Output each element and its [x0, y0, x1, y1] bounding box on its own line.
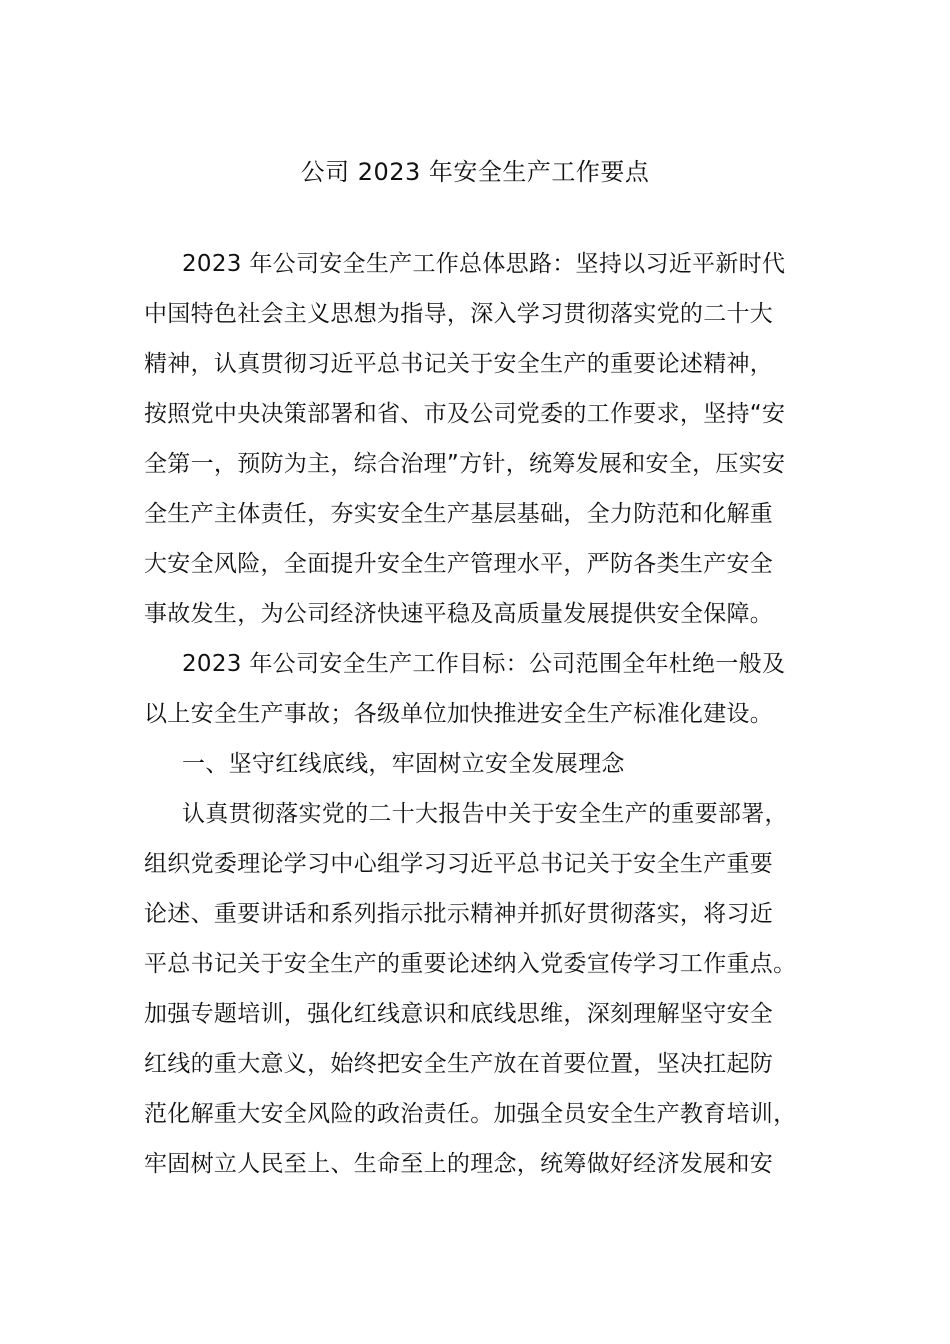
paragraph-section-1-body: [144, 789, 824, 1189]
text-line: 论述、重要讲话和系列指示批示精神并抓好贯彻落实，将习近: [144, 901, 774, 927]
paragraph-overall-approach: [144, 239, 824, 639]
text-line: 精神，认真贯彻习近平总书记关于安全生产的重要论述精神，: [144, 351, 774, 377]
text-line: 红线的重大意义，始终把安全生产放在首要位置，坚决扛起防: [144, 1051, 774, 1077]
section-heading-text: 一、坚守红线底线，牢固树立安全发展理念: [182, 751, 625, 777]
paragraph-work-goal: [144, 639, 824, 739]
text-line: 大安全风险，全面提升安全生产管理水平，严防各类生产安全: [144, 551, 774, 577]
text-line: 按照党中央决策部署和省、市及公司党委的工作要求，坚持“安: [144, 401, 786, 427]
text-line: 平总书记关于安全生产的重要论述纳入党委宣传学习工作重点。: [144, 951, 797, 977]
text-line: 全生产主体责任，夯实安全生产基层基础，全力防范和化解重: [144, 501, 774, 527]
text-line: 以上安全生产事故；各级单位加快推进安全生产标准化建设。: [144, 701, 774, 727]
text-line: 2023 年公司安全生产工作总体思路：坚持以习近平新时代: [182, 251, 786, 277]
text-line: 加强专题培训，强化红线意识和底线思维，深刻理解坚守安全: [144, 1001, 774, 1027]
text-line: 中国特色社会主义思想为指导，深入学习贯彻落实党的二十大: [144, 301, 774, 327]
text-line: 全第一，预防为主，综合治理”方针，统筹发展和安全，压实安: [144, 451, 786, 477]
section-heading-1: [144, 739, 824, 789]
text-line: 认真贯彻落实党的二十大报告中关于安全生产的重要部署，: [182, 801, 788, 827]
text-line: 事故发生，为公司经济快速平稳及高质量发展提供安全保障。: [144, 601, 774, 627]
text-line: 组织党委理论学习中心组学习习近平总书记关于安全生产重要: [144, 851, 774, 877]
text-line: 牢固树立人民至上、生命至上的理念，统筹做好经济发展和安: [144, 1151, 774, 1177]
document-body: [144, 239, 824, 1189]
document-title: 公司 2023 年安全生产工作要点: [300, 158, 650, 186]
text-line: 2023 年公司安全生产工作目标：公司范围全年杜绝一般及: [182, 651, 786, 677]
text-line: 范化解重大安全风险的政治责任。加强全员安全生产教育培训，: [144, 1101, 797, 1127]
